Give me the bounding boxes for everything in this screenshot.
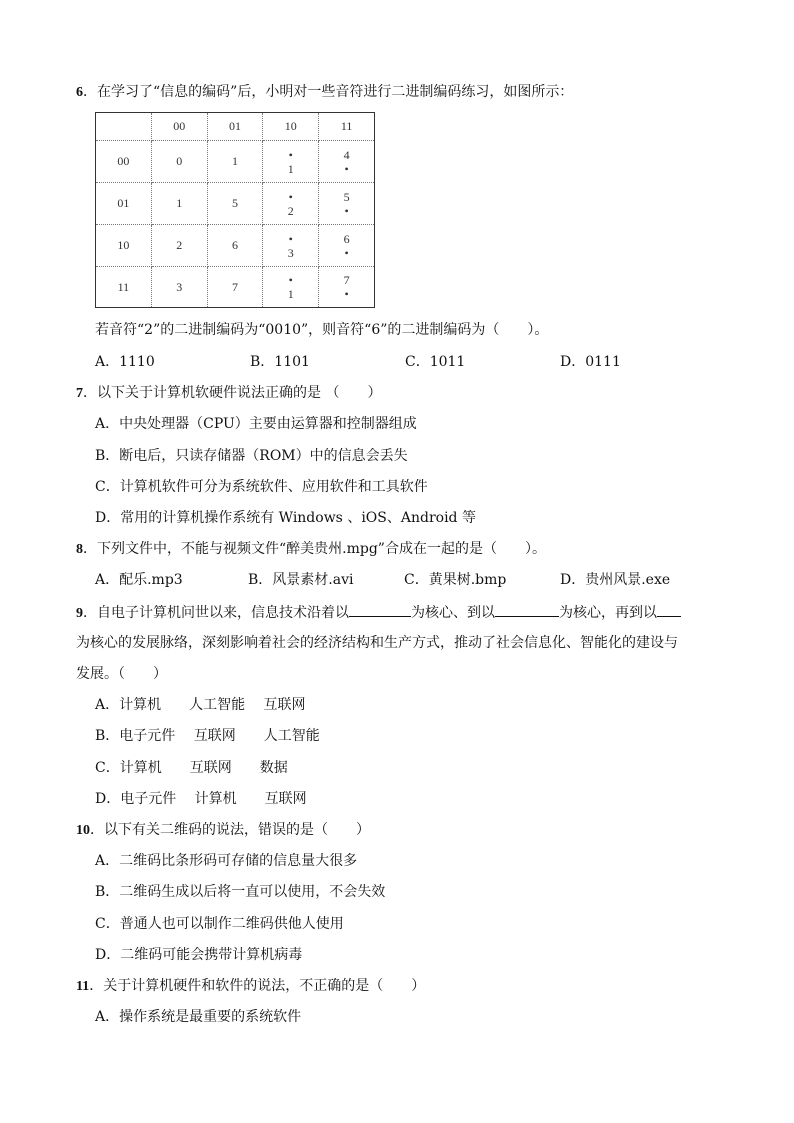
question-text: ．下列文件中，不能与视频文件“醉美贵州.mpg”合成在一起的是（ ）。 [83,541,546,557]
table-cell: 6 [207,225,263,267]
note-digit: 7 [343,273,350,287]
table-cell [319,141,375,183]
option-b[interactable]: B．断电后，只读存储器（ROM）中的信息会丢失 [95,448,408,464]
question-9-stem [76,602,681,624]
question-6-prompt: 若音符“2”的二进制编码为“0010”，则音符“6”的二进制编码为（ ）。 [95,322,549,338]
table-cell [263,225,319,267]
table-row [96,225,375,267]
answer-blank[interactable] [349,602,411,617]
question-text: ．关于计算机硬件和软件的说法，不正确的是（ ） [89,978,426,994]
dot-mark: • [288,273,293,287]
note-digit: 3 [287,245,294,260]
table-row-header: 11 [96,267,152,308]
option-b[interactable]: B．风景素材.avi [248,572,354,588]
dot-mark: • [344,203,349,218]
note-digit: 5 [343,189,350,204]
table-row [96,267,375,308]
dot-mark: • [344,245,349,260]
table-cell: 5 [207,183,263,225]
option-d[interactable]: D．电子元件 计算机 互联网 [95,791,307,807]
note-digit: 6 [343,231,350,246]
question-11-stem [76,976,425,997]
option-c[interactable]: C．黄果树.bmp [404,572,507,588]
table-cell [319,183,375,225]
table-cell: 0 [151,141,207,183]
option-d[interactable]: D．0111 [560,354,621,370]
dot-mark: • [288,231,293,246]
table-header-row [96,113,375,141]
table-header-cell [96,113,152,141]
table-header-cell: 01 [207,113,263,141]
option-d[interactable]: D．贵州风景.exe [560,572,671,588]
question-number: 10 [76,823,90,838]
table-row-header: 00 [96,141,152,183]
question-8-stem [76,539,546,560]
table-cell [263,267,319,308]
question-number: 7 [76,386,83,401]
option-a[interactable]: A．计算机 人工智能 互联网 [95,697,306,713]
option-b[interactable]: B．1101 [250,354,310,370]
note-digit: 1 [287,287,294,301]
table-cell [319,267,375,308]
option-a[interactable]: A．1110 [95,354,155,370]
question-text: ．在学习了“信息的编码”后，小明对一些音符进行二进制编码练习，如图所示： [83,84,574,100]
table-header-cell: 10 [263,113,319,141]
option-c[interactable]: C．计算机软件可分为系统软件、应用软件和工具软件 [95,479,428,495]
table-row-header: 01 [96,183,152,225]
note-digit: 4 [343,147,350,162]
question-text: ．以下关于计算机软硬件说法正确的是 （ ） [83,385,382,401]
table-cell: 2 [151,225,207,267]
table-row-header: 10 [96,225,152,267]
answer-blank[interactable] [495,602,559,617]
table-cell [263,141,319,183]
question-9-line2: 为核心的发展脉络，深刻影响着社会的经济结构和生产方式，推动了社会信息化、智能化的建设与 [76,635,678,651]
question-9-line3: 发展。（ ） [76,666,167,682]
question-text: ．自电子计算机问世以来，信息技术沿着以 [83,605,349,621]
dot-mark: • [288,189,293,204]
option-b[interactable]: B．二维码生成以后将一直可以使用，不会失效 [95,884,386,900]
option-d[interactable]: D．常用的计算机操作系统有 Windows 、iOS、Android 等 [95,510,476,526]
table-cell: 3 [151,267,207,308]
question-number: 8 [76,542,83,557]
option-a[interactable]: A．操作系统是最重要的系统软件 [95,1009,302,1025]
question-number: 9 [76,606,83,621]
note-digit: 2 [287,203,294,218]
table-row [96,141,375,183]
dot-mark: • [288,147,293,162]
option-c[interactable]: C．普通人也可以制作二维码供他人使用 [95,916,344,932]
question-number: 11 [76,979,90,994]
question-text: ．以下有关二维码的说法，错误的是（ ） [90,822,370,838]
option-a[interactable]: A．二维码比条形码可存储的信息量大很多 [95,853,358,869]
table-cell [263,183,319,225]
question-text: 为核心，再到以 [559,605,657,621]
table-cell: 1 [151,183,207,225]
dot-mark: • [344,161,349,176]
table-cell [319,225,375,267]
option-d[interactable]: D．二维码可能会携带计算机病毒 [95,947,303,963]
option-a[interactable]: A．中央处理器（CPU）主要由运算器和控制器组成 [95,416,417,432]
answer-blank[interactable] [657,602,681,617]
option-b[interactable]: B．电子元件 互联网 人工智能 [95,728,320,744]
table-cell: 7 [207,267,263,308]
question-10-stem [76,820,370,841]
table-row [96,183,375,225]
table-cell: 1 [207,141,263,183]
note-digit: 1 [287,161,294,176]
table-header-cell: 00 [151,113,207,141]
option-a[interactable]: A．配乐.mp3 [95,572,183,588]
table-header-cell: 11 [319,113,375,141]
option-c[interactable]: C．计算机 互联网 数据 [95,760,288,776]
option-c[interactable]: C．1011 [405,354,466,370]
question-number: 6 [76,85,83,100]
dot-mark: • [344,287,349,301]
question-6-stem [76,82,573,103]
question-7-stem [76,383,381,404]
binary-encoding-table [95,112,375,308]
question-text: 为核心、到以 [411,605,495,621]
